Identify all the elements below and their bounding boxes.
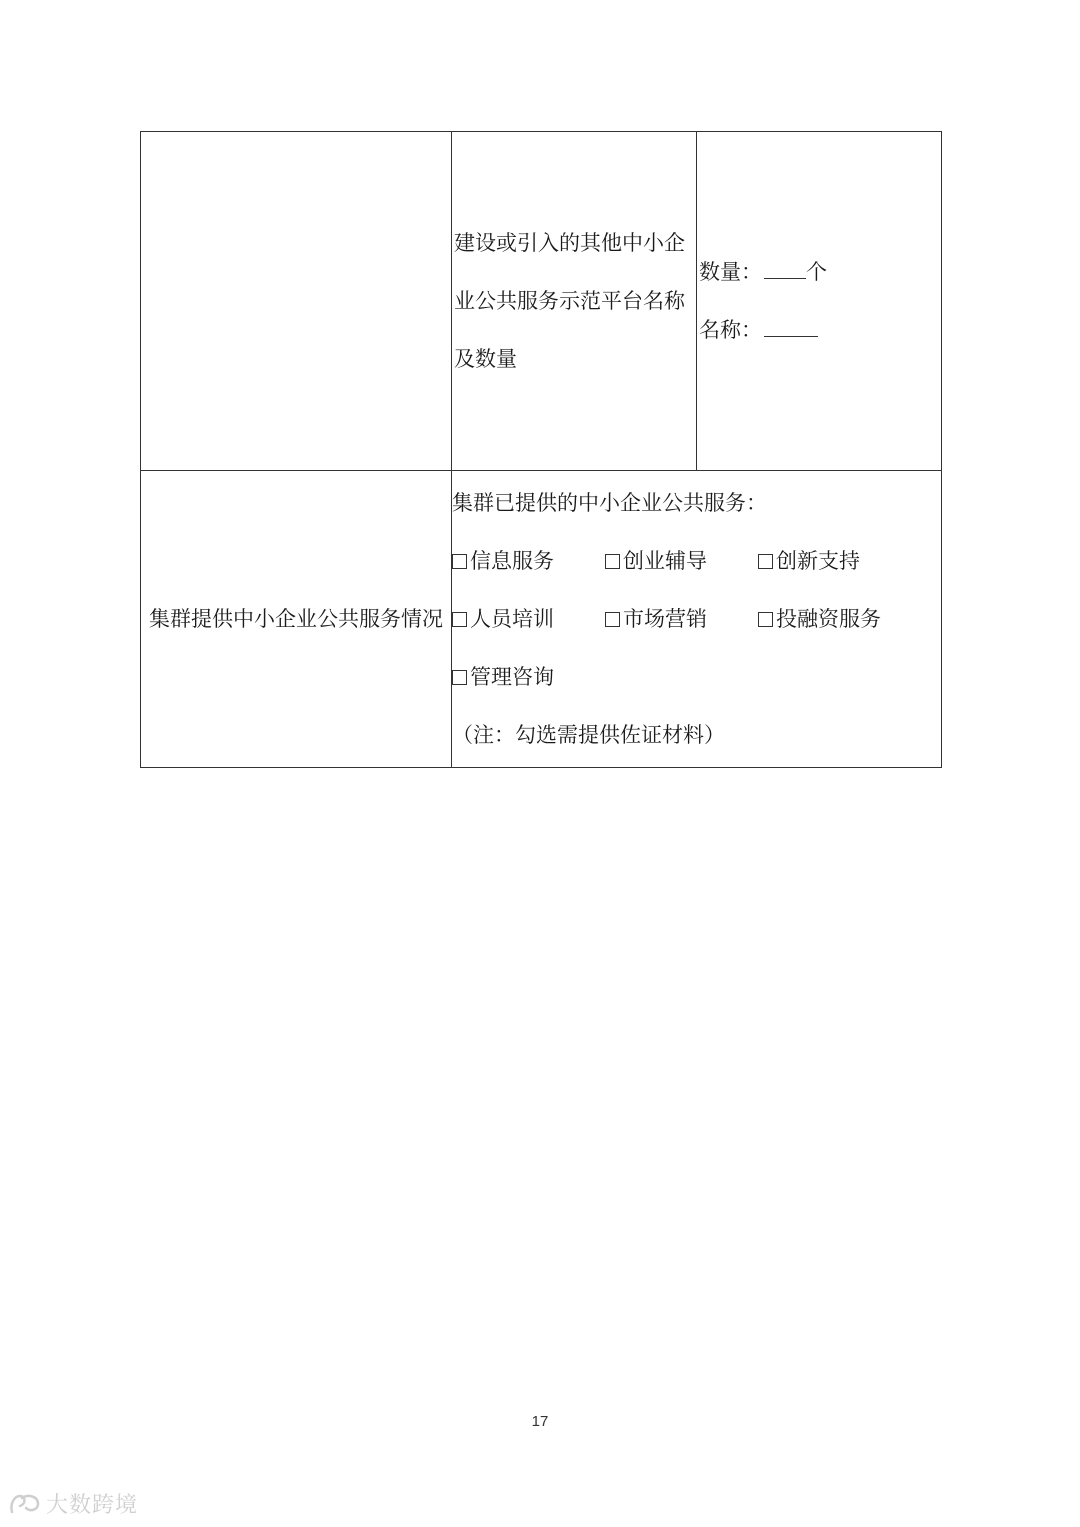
service-option[interactable] [605,532,758,590]
watermark-text: 大数跨境 [46,1493,139,1518]
platform-label-cell [452,132,697,471]
name-label: 名称： [699,318,762,342]
service-option[interactable] [758,590,911,648]
service-option[interactable] [605,590,758,648]
empty-cell [141,132,452,471]
checkbox-icon[interactable] [452,670,467,685]
service-option[interactable] [452,648,605,706]
platform-label-line-3: 及数量 [454,347,517,371]
service-option-label: 创业辅导 [623,549,707,573]
services-intro: 集群已提供的中小企业公共服务： [452,491,767,515]
service-option-label: 投融资服务 [776,607,881,631]
service-option-label: 管理咨询 [470,665,554,689]
checkbox-icon[interactable] [605,554,620,569]
table-row [141,132,942,471]
quantity-label: 数量： [699,260,762,284]
table-row [141,471,942,768]
checkbox-icon[interactable] [758,554,773,569]
services-row-3 [452,648,941,706]
services-row-1 [452,532,941,590]
service-option-label: 信息服务 [470,549,554,573]
name-blank[interactable] [764,316,818,337]
checkbox-icon[interactable] [452,554,467,569]
service-option-label: 创新支持 [776,549,860,573]
watermark-logo-icon [8,1492,42,1516]
platform-value-cell [697,132,942,471]
page-number: 17 [531,1413,549,1430]
services-row-2 [452,590,941,648]
services-cell [452,471,942,768]
checkbox-icon[interactable] [605,612,620,627]
service-option[interactable] [758,532,911,590]
service-situation-label: 集群提供中小企业公共服务情况 [141,471,452,768]
platform-label-line-2: 业公共服务示范平台名称 [454,289,685,313]
watermark [8,1488,138,1519]
service-option[interactable] [452,532,605,590]
service-option-label: 市场营销 [623,607,707,631]
name-field [697,301,941,359]
quantity-blank[interactable] [764,258,806,279]
quantity-unit: 个 [806,260,827,284]
checkbox-icon[interactable] [452,612,467,627]
service-form-table [140,131,942,768]
service-option-label: 人员培训 [470,607,554,631]
quantity-field [697,243,941,301]
checkbox-icon[interactable] [758,612,773,627]
services-note: （注：勾选需提供佐证材料） [452,723,725,747]
service-option[interactable] [452,590,605,648]
platform-label-line-1: 建设或引入的其他中小企 [454,231,685,255]
